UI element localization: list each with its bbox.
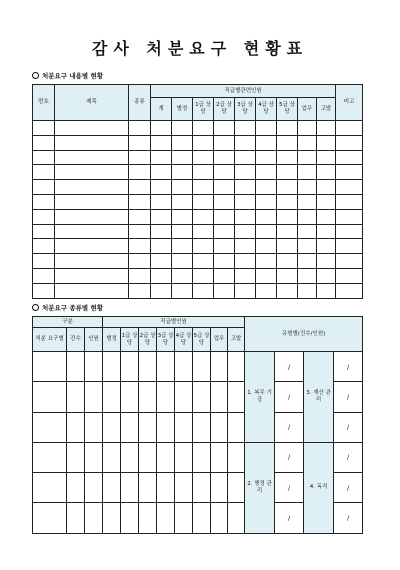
table-cell[interactable] <box>121 382 139 412</box>
table-cell[interactable] <box>85 382 103 412</box>
table-cell[interactable] <box>103 382 121 412</box>
table-cell[interactable] <box>33 352 67 382</box>
table-cell[interactable] <box>139 473 157 503</box>
table-row <box>33 150 363 165</box>
table-cell[interactable] <box>211 352 228 382</box>
table-cell[interactable] <box>228 352 245 382</box>
table-cell[interactable] <box>139 412 157 442</box>
table-cell[interactable] <box>214 165 235 180</box>
table-cell[interactable] <box>298 224 317 239</box>
table-cell[interactable] <box>172 224 193 239</box>
table-cell[interactable] <box>85 352 103 382</box>
table-cell[interactable] <box>211 442 228 472</box>
table-cell[interactable] <box>228 412 245 442</box>
type-label-right: 3. 재산 관리 <box>304 352 334 443</box>
table-row <box>33 268 363 283</box>
table-cell[interactable] <box>235 268 256 283</box>
table-cell[interactable] <box>193 473 211 503</box>
table-cell[interactable] <box>277 194 298 209</box>
type-label-left: 2. 행정 관리 <box>245 442 275 533</box>
type-value-cell[interactable]: / <box>275 473 304 503</box>
page-title: 감사 처분요구 현황표 <box>91 39 309 58</box>
table-cell[interactable] <box>228 382 245 412</box>
table-row <box>33 283 363 298</box>
table-cell[interactable] <box>336 283 363 298</box>
table-cell[interactable] <box>151 165 172 180</box>
header-grade3-2: 3급 상당 <box>157 328 175 352</box>
table-cell[interactable] <box>55 180 129 195</box>
table-cell[interactable] <box>33 165 55 180</box>
table-cell[interactable] <box>157 503 175 533</box>
table-cell[interactable] <box>103 352 121 382</box>
table-row <box>33 254 363 269</box>
table-row <box>33 180 363 195</box>
table-cell[interactable] <box>298 254 317 269</box>
table-cell[interactable] <box>277 283 298 298</box>
table-cell[interactable] <box>139 382 157 412</box>
table-cell[interactable] <box>129 283 151 298</box>
table-cell[interactable] <box>151 180 172 195</box>
table-cell[interactable] <box>235 150 256 165</box>
table-cell[interactable] <box>214 224 235 239</box>
table-cell[interactable] <box>193 150 214 165</box>
table-cell[interactable] <box>277 254 298 269</box>
table-cell[interactable] <box>256 135 277 150</box>
table-cell[interactable] <box>317 209 336 224</box>
table-cell[interactable] <box>172 165 193 180</box>
header-grade1: 1급 상당 <box>193 98 214 121</box>
table-cell[interactable] <box>193 412 211 442</box>
table-cell[interactable] <box>129 135 151 150</box>
section-heading-content <box>32 71 103 80</box>
table-cell[interactable] <box>256 194 277 209</box>
table-cell[interactable] <box>317 283 336 298</box>
table-cell[interactable] <box>317 268 336 283</box>
table-cell[interactable] <box>193 165 214 180</box>
table-cell[interactable] <box>298 121 317 136</box>
table-cell[interactable] <box>33 135 55 150</box>
circle-bullet-icon <box>32 72 39 79</box>
header-total: 계 <box>151 98 172 121</box>
table-cell[interactable] <box>55 239 129 254</box>
kind-status-table <box>32 316 363 534</box>
table-cell[interactable] <box>151 150 172 165</box>
table-cell[interactable] <box>228 442 245 472</box>
table-cell[interactable] <box>235 283 256 298</box>
table-cell[interactable] <box>85 412 103 442</box>
table-cell[interactable] <box>256 180 277 195</box>
table-cell[interactable] <box>55 254 129 269</box>
table-cell[interactable] <box>277 239 298 254</box>
table-cell[interactable] <box>55 135 129 150</box>
table-cell[interactable] <box>129 268 151 283</box>
type-value-cell[interactable]: / <box>334 382 363 412</box>
table-cell[interactable] <box>175 412 193 442</box>
table-cell[interactable] <box>193 121 214 136</box>
type-value-cell[interactable]: / <box>275 352 304 382</box>
table-cell[interactable] <box>277 165 298 180</box>
header-grade2: 2급 상당 <box>214 98 235 121</box>
table-cell[interactable] <box>214 194 235 209</box>
table-cell[interactable] <box>172 283 193 298</box>
table-cell[interactable] <box>193 194 214 209</box>
table-cell[interactable] <box>33 194 55 209</box>
table-cell[interactable] <box>336 209 363 224</box>
table-cell[interactable] <box>139 503 157 533</box>
header-grade1-2: 1급 상당 <box>121 328 139 352</box>
table-cell[interactable] <box>193 254 214 269</box>
table-cell[interactable] <box>193 268 214 283</box>
table-cell[interactable] <box>172 254 193 269</box>
table-cell[interactable] <box>336 254 363 269</box>
table-row <box>33 224 363 239</box>
table-cell[interactable] <box>214 209 235 224</box>
table-cell[interactable] <box>336 180 363 195</box>
header-subject: 제목 <box>55 85 129 121</box>
table-cell[interactable] <box>172 135 193 150</box>
section-heading-kind <box>32 303 103 312</box>
header-grade5: 5급 상당 <box>277 98 298 121</box>
table-cell[interactable] <box>277 150 298 165</box>
table-cell[interactable] <box>55 165 129 180</box>
table-cell[interactable] <box>55 224 129 239</box>
table-cell[interactable] <box>129 239 151 254</box>
header-count: 건수 <box>67 328 85 352</box>
type-label-right: 4. 독직 <box>304 442 334 533</box>
header-rank-group: 직급별관련인원 <box>151 85 336 98</box>
table-cell[interactable] <box>151 135 172 150</box>
table-cell[interactable] <box>139 442 157 472</box>
table-cell[interactable] <box>336 224 363 239</box>
table-cell[interactable] <box>336 194 363 209</box>
table-cell[interactable] <box>298 180 317 195</box>
header-accuse: 고발 <box>317 98 336 121</box>
table-cell[interactable] <box>193 283 214 298</box>
table-cell[interactable] <box>235 194 256 209</box>
table-cell[interactable] <box>151 254 172 269</box>
table-cell[interactable] <box>103 503 121 533</box>
table-row <box>33 135 363 150</box>
table-cell[interactable] <box>256 150 277 165</box>
table-cell[interactable] <box>193 352 211 382</box>
table-cell[interactable] <box>157 412 175 442</box>
header-no: 번호 <box>33 85 55 121</box>
table-cell[interactable] <box>235 180 256 195</box>
table-row <box>33 442 363 472</box>
table-cell[interactable] <box>55 150 129 165</box>
table-cell[interactable] <box>151 268 172 283</box>
table-cell[interactable] <box>129 254 151 269</box>
header-accuse-2: 고발 <box>228 328 245 352</box>
table-cell[interactable] <box>317 254 336 269</box>
table-cell[interactable] <box>121 412 139 442</box>
table-cell[interactable] <box>33 473 67 503</box>
table-cell[interactable] <box>172 150 193 165</box>
table-cell[interactable] <box>121 473 139 503</box>
table-cell[interactable] <box>317 150 336 165</box>
header-special-2: 별정 <box>103 328 121 352</box>
header-grade3: 3급 상당 <box>235 98 256 121</box>
table-cell[interactable] <box>214 150 235 165</box>
table-cell[interactable] <box>193 135 214 150</box>
table-cell[interactable] <box>298 150 317 165</box>
table-cell[interactable] <box>67 503 85 533</box>
table-cell[interactable] <box>67 412 85 442</box>
table-cell[interactable] <box>193 442 211 472</box>
table-cell[interactable] <box>256 268 277 283</box>
header-grade4: 4급 상당 <box>256 98 277 121</box>
table-cell[interactable] <box>67 382 85 412</box>
content-status-table <box>32 84 363 299</box>
table-cell[interactable] <box>129 121 151 136</box>
table-cell[interactable] <box>55 283 129 298</box>
type-value-cell[interactable]: / <box>334 503 363 533</box>
table-cell[interactable] <box>129 150 151 165</box>
table-cell[interactable] <box>235 165 256 180</box>
header-special: 별정 <box>172 98 193 121</box>
header-req-kind: 처분 요구별 <box>33 328 67 352</box>
header-category: 구분 <box>33 317 103 328</box>
table-cell[interactable] <box>175 382 193 412</box>
table-cell[interactable] <box>103 442 121 472</box>
table-cell[interactable] <box>298 283 317 298</box>
table-cell[interactable] <box>33 268 55 283</box>
table-cell[interactable] <box>214 135 235 150</box>
table-cell[interactable] <box>55 268 129 283</box>
header-work-2: 업무 <box>211 328 228 352</box>
table-cell[interactable] <box>55 194 129 209</box>
table-cell[interactable] <box>298 194 317 209</box>
table-cell[interactable] <box>235 135 256 150</box>
table-cell[interactable] <box>277 180 298 195</box>
table-cell[interactable] <box>317 165 336 180</box>
table-cell[interactable] <box>193 239 214 254</box>
table-cell[interactable] <box>336 150 363 165</box>
table-cell[interactable] <box>172 180 193 195</box>
table-cell[interactable] <box>214 239 235 254</box>
table-cell[interactable] <box>298 165 317 180</box>
table-cell[interactable] <box>172 239 193 254</box>
table-cell[interactable] <box>211 382 228 412</box>
table-cell[interactable] <box>298 268 317 283</box>
table-cell[interactable] <box>214 268 235 283</box>
header-grade5-2: 5급 상당 <box>193 328 211 352</box>
table-cell[interactable] <box>121 352 139 382</box>
table-cell[interactable] <box>298 135 317 150</box>
table-cell[interactable] <box>172 194 193 209</box>
table-cell[interactable] <box>214 283 235 298</box>
header-by-type: 유형별(건수/인원) <box>245 317 363 352</box>
table-row <box>33 194 363 209</box>
table-cell[interactable] <box>317 135 336 150</box>
table-cell[interactable] <box>193 503 211 533</box>
content-status-body <box>33 121 363 299</box>
table-cell[interactable] <box>33 254 55 269</box>
table-cell[interactable] <box>121 442 139 472</box>
table-cell[interactable] <box>157 352 175 382</box>
table-cell[interactable] <box>317 224 336 239</box>
table-cell[interactable] <box>211 473 228 503</box>
table-cell[interactable] <box>103 412 121 442</box>
table-cell[interactable] <box>336 268 363 283</box>
table-cell[interactable] <box>157 382 175 412</box>
table-cell[interactable] <box>193 224 214 239</box>
table-cell[interactable] <box>228 503 245 533</box>
table-cell[interactable] <box>193 382 211 412</box>
header-persons: 인원 <box>85 328 103 352</box>
table-cell[interactable] <box>85 442 103 472</box>
table-row <box>33 352 363 382</box>
table-cell[interactable] <box>67 442 85 472</box>
type-label-left: 1. 복무 기강 <box>245 352 275 443</box>
type-value-cell[interactable]: / <box>275 503 304 533</box>
table-cell[interactable] <box>172 121 193 136</box>
table-cell[interactable] <box>151 283 172 298</box>
section-heading-kind-label: 처분요구 종류별 현황 <box>42 304 104 312</box>
type-value-cell[interactable]: / <box>275 442 304 472</box>
table-cell[interactable] <box>277 135 298 150</box>
table-cell[interactable] <box>256 239 277 254</box>
header-grade2-2: 2급 상당 <box>139 328 157 352</box>
table-cell[interactable] <box>277 209 298 224</box>
circle-bullet-icon <box>32 304 39 311</box>
table-cell[interactable] <box>336 121 363 136</box>
table-cell[interactable] <box>129 165 151 180</box>
section-heading-content-label: 처분요구 내용별 현황 <box>42 72 104 80</box>
table-cell[interactable] <box>298 209 317 224</box>
table-cell[interactable] <box>33 412 67 442</box>
table-cell[interactable] <box>193 209 214 224</box>
table-cell[interactable] <box>175 352 193 382</box>
table-cell[interactable] <box>33 224 55 239</box>
table-row <box>33 239 363 254</box>
table-cell[interactable] <box>139 352 157 382</box>
type-value-cell[interactable]: / <box>334 473 363 503</box>
header-grade4-2: 4급 상당 <box>175 328 193 352</box>
header-kind: 종류 <box>129 85 151 121</box>
type-value-cell[interactable]: / <box>334 352 363 382</box>
table-cell[interactable] <box>277 121 298 136</box>
table-cell[interactable] <box>235 121 256 136</box>
table-cell[interactable] <box>157 473 175 503</box>
table-cell[interactable] <box>317 239 336 254</box>
table-cell[interactable] <box>103 473 121 503</box>
header-work: 업무 <box>298 98 317 121</box>
table-cell[interactable] <box>235 209 256 224</box>
kind-status-body <box>33 352 363 534</box>
table-row <box>33 209 363 224</box>
type-value-cell[interactable]: / <box>275 382 304 412</box>
table-cell[interactable] <box>67 473 85 503</box>
table-cell[interactable] <box>33 209 55 224</box>
table-row <box>33 121 363 136</box>
table-cell[interactable] <box>175 473 193 503</box>
table-cell[interactable] <box>33 121 55 136</box>
table-cell[interactable] <box>85 473 103 503</box>
table-cell[interactable] <box>317 194 336 209</box>
type-value-cell[interactable]: / <box>275 412 304 442</box>
table-cell[interactable] <box>172 268 193 283</box>
table-cell[interactable] <box>33 180 55 195</box>
table-cell[interactable] <box>277 224 298 239</box>
table-cell[interactable] <box>256 283 277 298</box>
table-cell[interactable] <box>235 254 256 269</box>
table-cell[interactable] <box>256 224 277 239</box>
table-cell[interactable] <box>214 254 235 269</box>
table-cell[interactable] <box>256 165 277 180</box>
table-cell[interactable] <box>336 135 363 150</box>
table-cell[interactable] <box>317 121 336 136</box>
table-cell[interactable] <box>214 180 235 195</box>
table-cell[interactable] <box>129 180 151 195</box>
table-cell[interactable] <box>317 180 336 195</box>
table-cell[interactable] <box>336 239 363 254</box>
table-cell[interactable] <box>67 352 85 382</box>
table-cell[interactable] <box>151 224 172 239</box>
header-rank-group-2: 직급별인원 <box>103 317 245 328</box>
table-cell[interactable] <box>129 194 151 209</box>
table-cell[interactable] <box>121 503 139 533</box>
table-cell[interactable] <box>33 442 67 472</box>
table-cell[interactable] <box>129 224 151 239</box>
table-cell[interactable] <box>175 503 193 533</box>
table-cell[interactable] <box>193 180 214 195</box>
table-cell[interactable] <box>33 283 55 298</box>
table-cell[interactable] <box>214 121 235 136</box>
table-row <box>33 165 363 180</box>
table-cell[interactable] <box>157 442 175 472</box>
table-cell[interactable] <box>151 239 172 254</box>
table-cell[interactable] <box>151 121 172 136</box>
header-note: 비고 <box>336 85 363 121</box>
type-value-cell[interactable]: / <box>334 412 363 442</box>
table-cell[interactable] <box>33 503 67 533</box>
table-cell[interactable] <box>151 209 172 224</box>
table-cell[interactable] <box>235 239 256 254</box>
table-cell[interactable] <box>235 224 256 239</box>
table-cell[interactable] <box>33 150 55 165</box>
table-cell[interactable] <box>298 239 317 254</box>
table-cell[interactable] <box>55 121 129 136</box>
table-cell[interactable] <box>228 473 245 503</box>
type-value-cell[interactable]: / <box>334 442 363 472</box>
table-cell[interactable] <box>151 194 172 209</box>
table-cell[interactable] <box>172 209 193 224</box>
table-cell[interactable] <box>33 382 67 412</box>
table-cell[interactable] <box>175 442 193 472</box>
table-cell[interactable] <box>85 503 103 533</box>
table-cell[interactable] <box>211 503 228 533</box>
table-cell[interactable] <box>129 209 151 224</box>
table-cell[interactable] <box>336 165 363 180</box>
table-cell[interactable] <box>55 209 129 224</box>
table-cell[interactable] <box>33 239 55 254</box>
table-cell[interactable] <box>277 268 298 283</box>
table-cell[interactable] <box>256 209 277 224</box>
table-cell[interactable] <box>256 254 277 269</box>
table-cell[interactable] <box>211 412 228 442</box>
table-cell[interactable] <box>256 121 277 136</box>
